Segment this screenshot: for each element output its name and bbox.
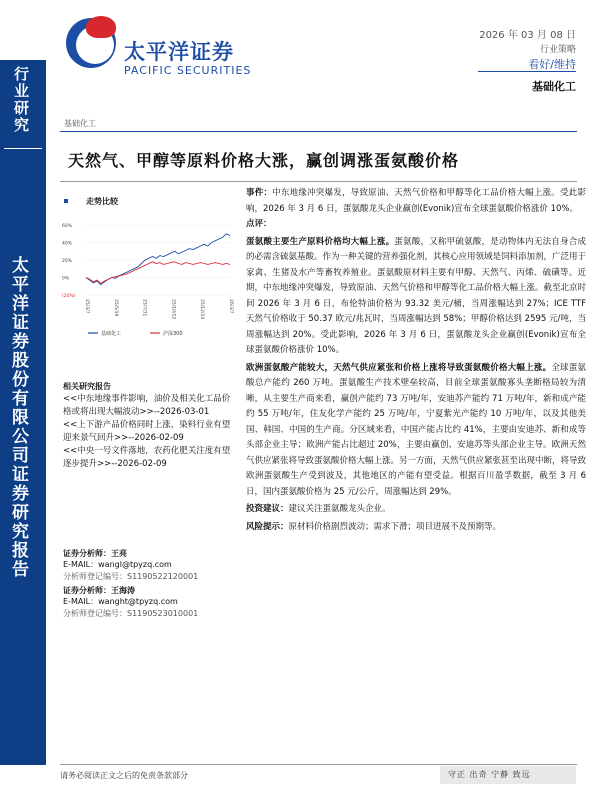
y-tick-label: (20%) [62, 294, 76, 299]
footer-rule [60, 764, 577, 765]
rating-underline [478, 71, 576, 72]
p2-heading: 欧洲蛋氨酸产能较大，天然气供应紧张和价格上涨将导致蛋氨酸价格大幅上涨。 [246, 362, 552, 373]
industry-name: 基础化工 [532, 80, 576, 93]
rating: 看好/维持 [528, 58, 576, 71]
trend-chart [60, 215, 240, 345]
related-report-item[interactable]: <<中央一号文件落地，农药化肥关注度有望逐步提升>>--2026-02-09 [63, 446, 231, 469]
paragraph-1 [246, 235, 586, 359]
risk-text: 原材料价格剧烈波动；需求下滑；项目进展不及预期等。 [288, 521, 502, 532]
p1-text: 蛋氨酸，又称甲硫氨酸，是动物体内无法自身合成的必需含硫氨基酸。作为一种关键的营养强化剂，其核心应用领域是饲料添加剂，广泛用于家禽、生猪及水产等畜牧养殖业。蛋氨酸原材料主要有甲醇、天然气、丙烯、硫磺等。近期，中东地缘冲突爆发，导致原油、天然气价格和甲醇等化工品价格大幅上涨。截至北京时间 2026 年 3 月 6 日，布伦特油价格为 93.32 美元/桶，当周涨幅达到 27%；ICE TTF 天然气价格收于 50.37 欧元/兆瓦时，当周涨幅达到 58%；甲醇价格达到 2595 元/吨，当周涨幅达到 20%。受此影响，2026 年 3 月 6 日，蛋氨酸龙头企业赢创(Evonik)宣布全球蛋氨酸价格涨价 10%。 [246, 236, 587, 355]
chart-labels [62, 223, 234, 319]
p2-text: 全球蛋氨酸总产能约 260 万吨。蛋氨酸生产技术壁垒较高，目前全球蛋氨酸寡头垄断格局较为清晰，从主要生产商来看，赢创产能约 73 万吨/年，安迪苏产能约 71 万吨/年，新和成产能约 55 万吨/年，住友化学产能约 25 万吨/年，宁夏紫光产能约 10 万吨/年，以及其他美国、韩国、中国的生产商。分区域来看，中国产能占比约 41%，主要由安迪苏、新和成等头部企业主导；欧洲产能占比超过 20%，主要由赢创、安迪苏等头部企业主导。欧洲天然气供应紧张将导致蛋氨酸价格大幅上涨。另一方面，天然气供应紧张甚至出现中断，将导致欧洲蛋氨酸生产受到波及，其他地区的产能有望受益。根据百川盈孚数据，截至 3 月 6 日，国内蛋氨酸价格为 25 元/公斤，周涨幅达到 29%。 [246, 362, 587, 497]
report-type: 行业策略 [539, 45, 576, 55]
legend-label: 沪深300 [163, 331, 183, 337]
analyst-cert: 分析师登记编号：S1190522120001 [63, 572, 199, 581]
p1-heading: 蛋氨酸主要生产原料价格均大幅上涨。 [246, 236, 395, 247]
x-tick-label: 25/3/7 [84, 299, 89, 314]
analyst-block [63, 548, 235, 583]
analyst-cert: 分析师登记编号：S1190523010001 [63, 609, 199, 618]
analyst-email[interactable]: E-MAIL：wangl@tpyzq.com [63, 560, 172, 569]
logo-mark-flame [86, 16, 116, 38]
advice-paragraph [246, 502, 586, 518]
x-tick-label: 25/5/19 [112, 299, 118, 317]
breadcrumb: 基础化工 [64, 119, 96, 128]
x-tick-label: 25/10/12 [170, 299, 176, 320]
legend-label: 基础化工 [101, 331, 122, 337]
analyst-name: 证券分析师：王亮 [63, 549, 127, 558]
related-reports-list [63, 393, 235, 471]
related-report-item[interactable]: <<上下游产品价格同时上涨，染料行业有望迎来景气回升>>--2026-02-09 [63, 420, 231, 443]
analyst-name: 证券分析师：王海涛 [63, 586, 135, 595]
x-tick-label: 25/12/24 [199, 299, 205, 320]
sidebar-divider [4, 148, 42, 149]
chart-grid [86, 225, 230, 295]
x-tick-label: 26/3/7 [228, 299, 233, 314]
chart-legend [88, 330, 183, 337]
x-tick-label: 25/7/31 [141, 299, 147, 317]
related-report-item[interactable]: <<中东地缘事件影响，油价及相关化工品价格或将出现大幅波动>>--2026-03-01 [63, 394, 231, 417]
section-bullet [64, 199, 68, 203]
y-tick-label: 0% [62, 276, 70, 282]
event-paragraph [246, 186, 586, 217]
header-rule [60, 131, 577, 132]
footer-disclaimer: 请务必阅读正文之后的免责条款部分 [60, 771, 188, 780]
chart-section-title: 走势比较 [86, 197, 118, 206]
title-rule [60, 181, 577, 182]
advice-label: 投资建议： [246, 504, 289, 514]
y-tick-label: 40% [62, 241, 73, 247]
sidebar-bottom-label: 太平洋证券股份有限公司证券研究报告 [8, 256, 28, 579]
logo-text-en: PACIFIC SECURITIES [124, 64, 252, 77]
risk-label: 风险提示： [246, 521, 289, 532]
analyst-block [63, 585, 235, 620]
y-tick-label: 60% [62, 224, 73, 229]
related-reports-title: 相关研究报告 [63, 382, 111, 391]
logo-text-cn: 太平洋证券 [124, 39, 234, 64]
paragraph-2 [246, 361, 586, 501]
sidebar-top-label: 行业研究 [12, 66, 30, 134]
risk-paragraph [246, 520, 586, 536]
advice-text: 建议关注蛋氨酸龙头企业。 [288, 504, 391, 514]
event-label: 事件： [246, 188, 273, 198]
series-line-沪深300 [86, 262, 230, 284]
footer-motto: 守正 出奇 宁静 致远 [448, 770, 531, 779]
page-title: 天然气、甲醇等原料价格大涨，赢创调涨蛋氨酸价格 [68, 151, 460, 170]
event-text: 中东地缘冲突爆发，导致原油、天然气价格和甲醇等化工品价格大幅上涨。受此影响，2026 年 3 月 6 日，蛋氨酸龙头企业赢创(Evonik)宣布全球蛋氨酸价格涨价 10%。 [246, 188, 586, 214]
report-date: 2026 年 03 月 08 日 [479, 30, 576, 41]
y-tick-label: 20% [62, 259, 73, 264]
comment-label: 点评： [246, 219, 272, 229]
chart-lines [86, 234, 230, 285]
series-line-基础化工 [86, 234, 230, 285]
report-body [246, 186, 586, 535]
analyst-email[interactable]: E-MAIL：wanght@tpyzq.com [63, 597, 178, 606]
